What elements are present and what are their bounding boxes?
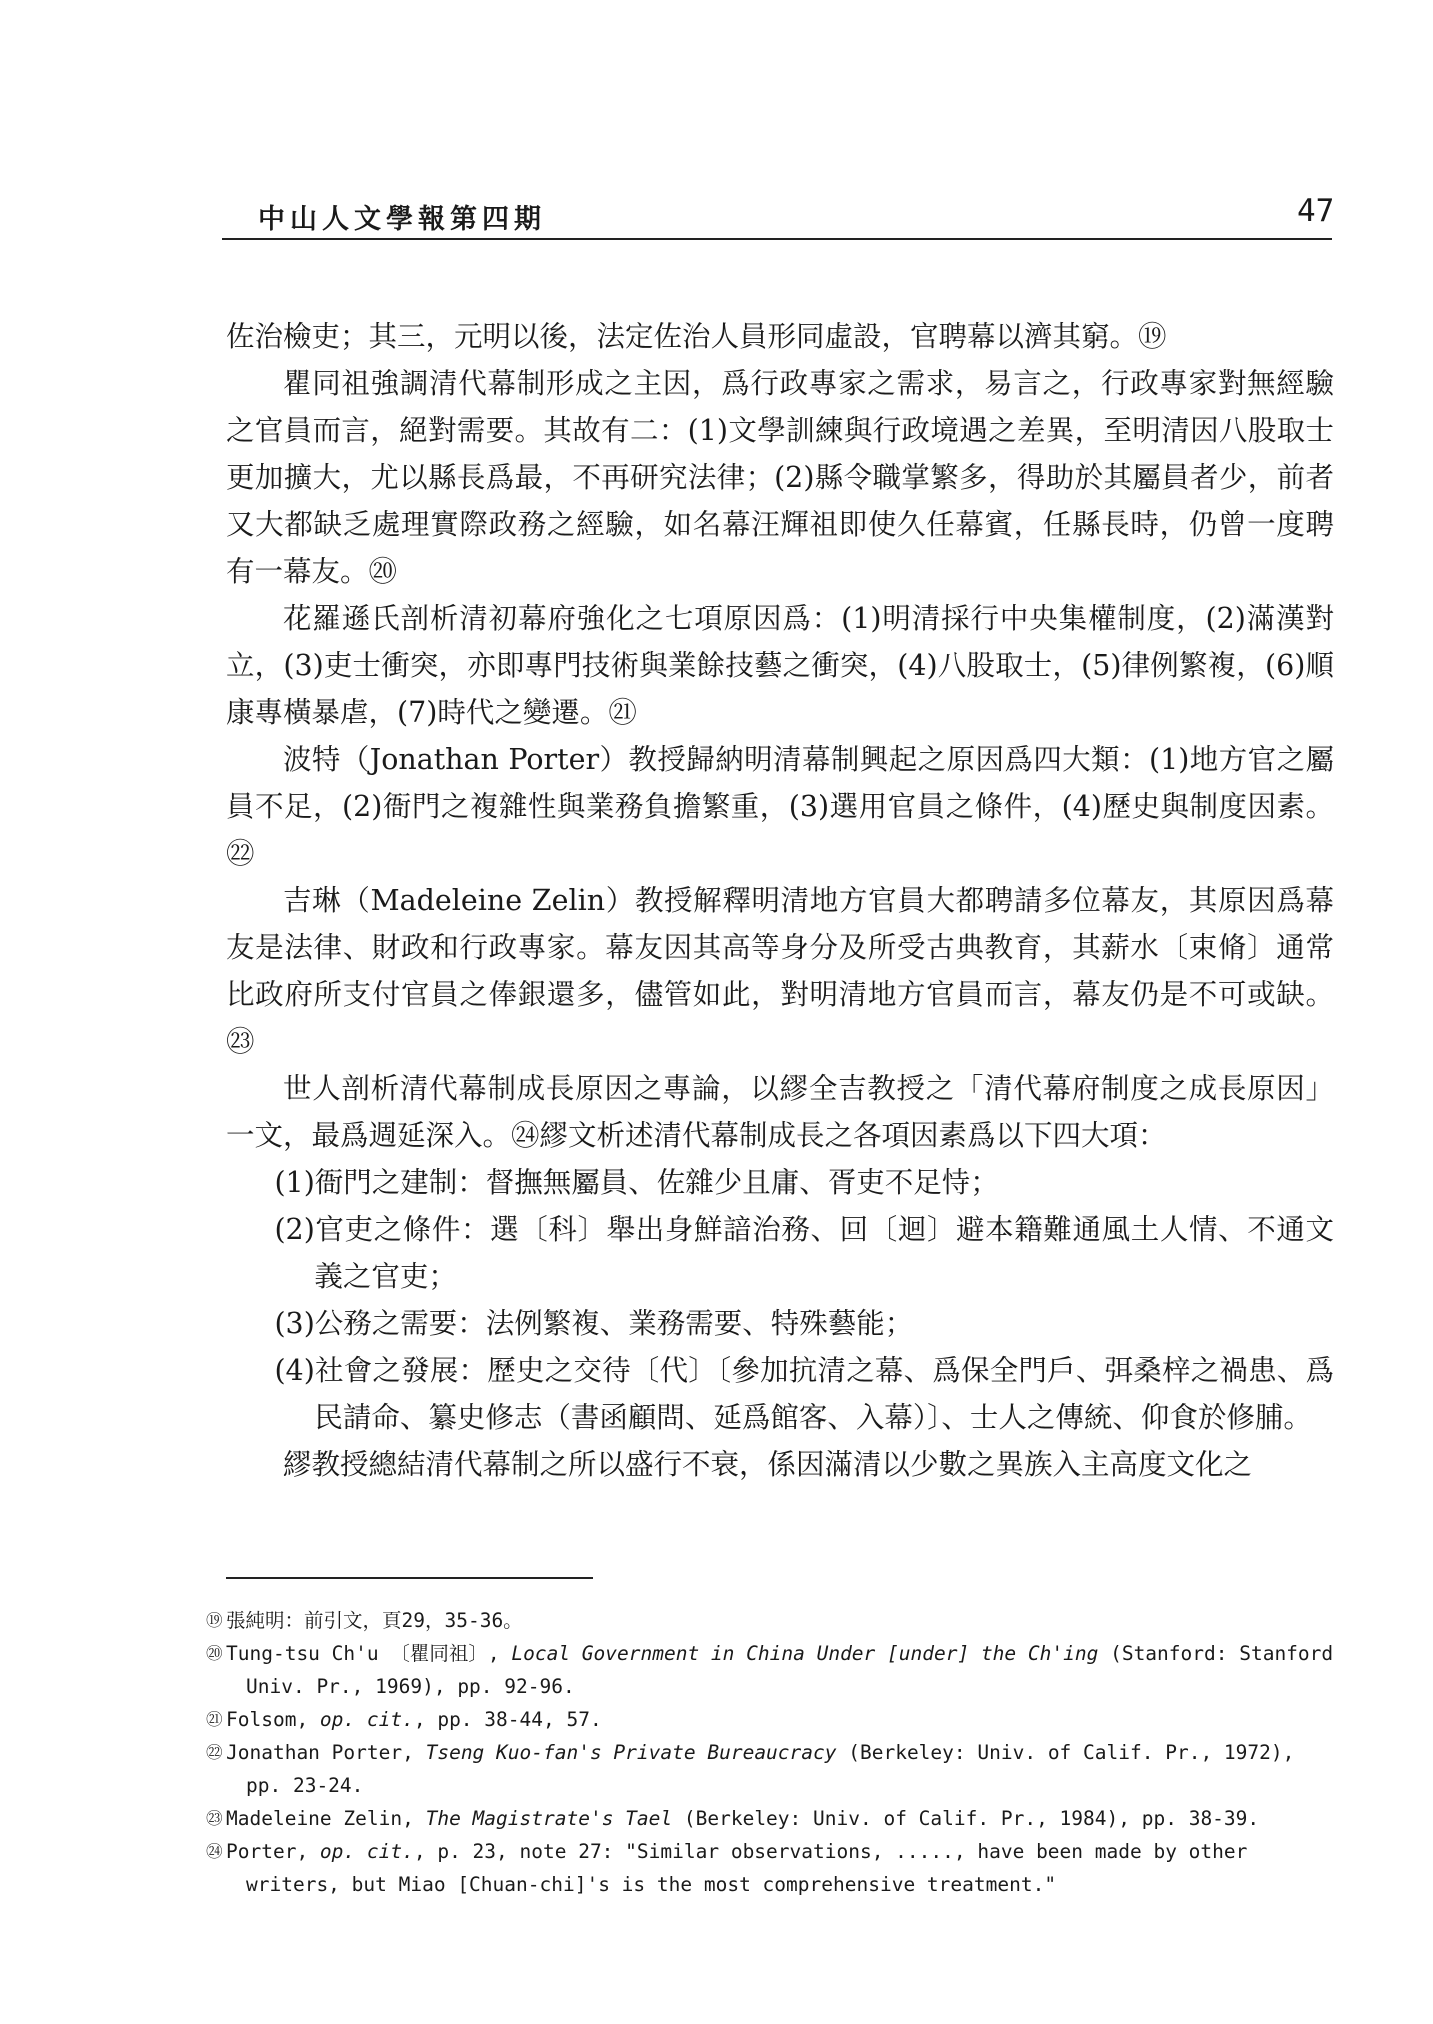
footnote-text: Folsom,: [226, 1708, 320, 1731]
paragraph-porter: 波特（Jonathan Porter）教授歸納明清幕制興起之原因爲四大類：(1)地方官之屬員不足，(2)衙門之複雜性與業務負擔繁重，(3)選用官員之條件，(4)歷史與制度因素。㉒: [226, 743, 1334, 870]
paragraph-chu-tung-tsu: 瞿同祖強調清代幕制形成之主因，爲行政專家之需求，易言之，行政專家對無經驗之官員而言，絕對需要。其故有二：(1)文學訓練與行政境遇之差異，至明清因八股取士更加擴大，尤以縣長爲最，不再研究法律；(2)縣令職掌繁多，得助於其屬員者少，前者又大都缺乏處理實際政務之經驗，如名幕汪輝祖即使久任幕賓，任縣長時，仍曾一度聘有一幕友。⑳: [226, 367, 1334, 588]
footnote-rule: [226, 1577, 593, 1579]
footnote-text: , pp. 38-44, 57.: [413, 1708, 602, 1731]
list-item: (3)公務之需要：法例繁複、業務需要、特殊藝能；: [274, 1307, 914, 1340]
footnote-21: ㉑ Folsom, op. cit., pp. 38-44, 57.: [206, 1708, 602, 1731]
paragraph-zelin: 吉琳（Madeleine Zelin）教授解釋明清地方官員大都聘請多位幕友，其原因爲幕友是法律、財政和行政專家。幕友因其高等身分及所受古典教育，其薪水〔束脩〕通常比政府所支付官員之俸銀還多，儘管如此，對明清地方官員而言，幕友仍是不可或缺。㉓: [226, 884, 1334, 1058]
list-item: (1)衙門之建制：督撫無屬員、佐雜少且庸、胥吏不足恃；: [274, 1166, 999, 1199]
paragraph-continued: 佐治檢吏；其三，元明以後，法定佐治人員形同虛設，官聘幕以濟其窮。⑲: [226, 320, 1167, 353]
footnote-text: (Stanford: Stanford Univ. Pr., 1969), pp. 92-96.: [246, 1642, 1334, 1698]
page-number: 47: [1297, 193, 1335, 229]
list-item: (2)官吏之條件：選〔科〕舉出身鮮諳治務、回〔迴〕避本籍難通風土人情、不通文義之官吏；: [274, 1213, 1334, 1293]
paragraph-conclusion: 繆教授總結清代幕制之所以盛行不衰，係因滿清以少數之異族入主高度文化之: [283, 1448, 1253, 1481]
footnote-23: ㉓ Madeleine Zelin, The Magistrate's Tael (Berkeley: Univ. of Calif. Pr., 1984), pp. 38-39.: [206, 1807, 1260, 1830]
footnote-24: ㉔ Porter, op. cit., p. 23, note 27: "Similar observations, ....., have been made by other writers, but Miao [Chuan-chi]'s is the most comprehensive treatment.": [206, 1840, 1248, 1896]
footnote-text: (Berkeley: Univ. of Calif. Pr., 1972), pp. 23-24.: [246, 1741, 1295, 1797]
footnote-text: , p. 23, note 27: "Similar observations, ....., have been made by other writers, but Miao [Chuan-chi]'s is the most comprehensive treatment.": [246, 1840, 1248, 1896]
header-rule: [222, 238, 1332, 240]
footnotes: [206, 1604, 1334, 1901]
paragraph-folsom: 花羅遜氏剖析清初幕府強化之七項原因爲：(1)明清採行中央集權制度，(2)滿漢對立，(3)吏士衝突，亦即專門技術與業餘技藝之衝突，(4)八股取士，(5)律例繁複，(6)順康專橫暴虐，(7)時代之變遷。㉑: [226, 602, 1334, 729]
footnote-text: Porter,: [226, 1840, 320, 1863]
list-item: (4)社會之發展：歷史之交待〔代〕〔參加抗清之幕、爲保全門戶、弭桑梓之禍患、爲民請命、纂史修志（書函顧問、延爲館客、入幕）〕、士人之傳統、仰食於修脯。: [274, 1354, 1334, 1434]
footnote-book-title: The Magistrate's Tael: [425, 1807, 673, 1830]
main-text: [226, 313, 1334, 1488]
footnote-book-title: op. cit.: [319, 1840, 414, 1863]
footnote-text: Tung-tsu Ch'u 〔瞿同祖〕,: [226, 1642, 512, 1665]
footnote-22: ㉒ Jonathan Porter, Tseng Kuo-fan's Private Bureaucracy (Berkeley: Univ. of Calif. Pr., 1972), pp. 23-24.: [206, 1741, 1295, 1797]
footnote-text: 張純明：前引文，頁29，35-36。: [226, 1609, 523, 1632]
footnote-text: Madeleine Zelin,: [226, 1807, 426, 1830]
footnote-20: ⑳ Tung-tsu Ch'u 〔瞿同祖〕, Local Government in China Under [under] the Ch'ing (Stanford: Stanford Univ. Pr., 1969), pp. 92-96.: [206, 1642, 1334, 1698]
paragraph-miao: 世人剖析清代幕制成長原因之專論，以繆全吉教授之「清代幕府制度之成長原因」一文，最爲週延深入。㉔繆文析述清代幕制成長之各項因素爲以下四大項：: [226, 1072, 1334, 1152]
footnote-book-title: Local Government in China Under [under] the Ch'ing: [511, 1642, 1099, 1665]
journal-running-title: 中山人文學報第四期: [258, 204, 546, 235]
footnote-19: ⑲ 張純明：前引文，頁29，35-36。: [206, 1609, 523, 1632]
footnote-book-title: op. cit.: [319, 1708, 414, 1731]
footnote-text: Jonathan Porter,: [226, 1741, 426, 1764]
footnote-text: (Berkeley: Univ. of Calif. Pr., 1984), pp. 38-39.: [672, 1807, 1260, 1830]
footnote-book-title: Tseng Kuo-fan's Private Bureaucracy: [425, 1741, 837, 1764]
